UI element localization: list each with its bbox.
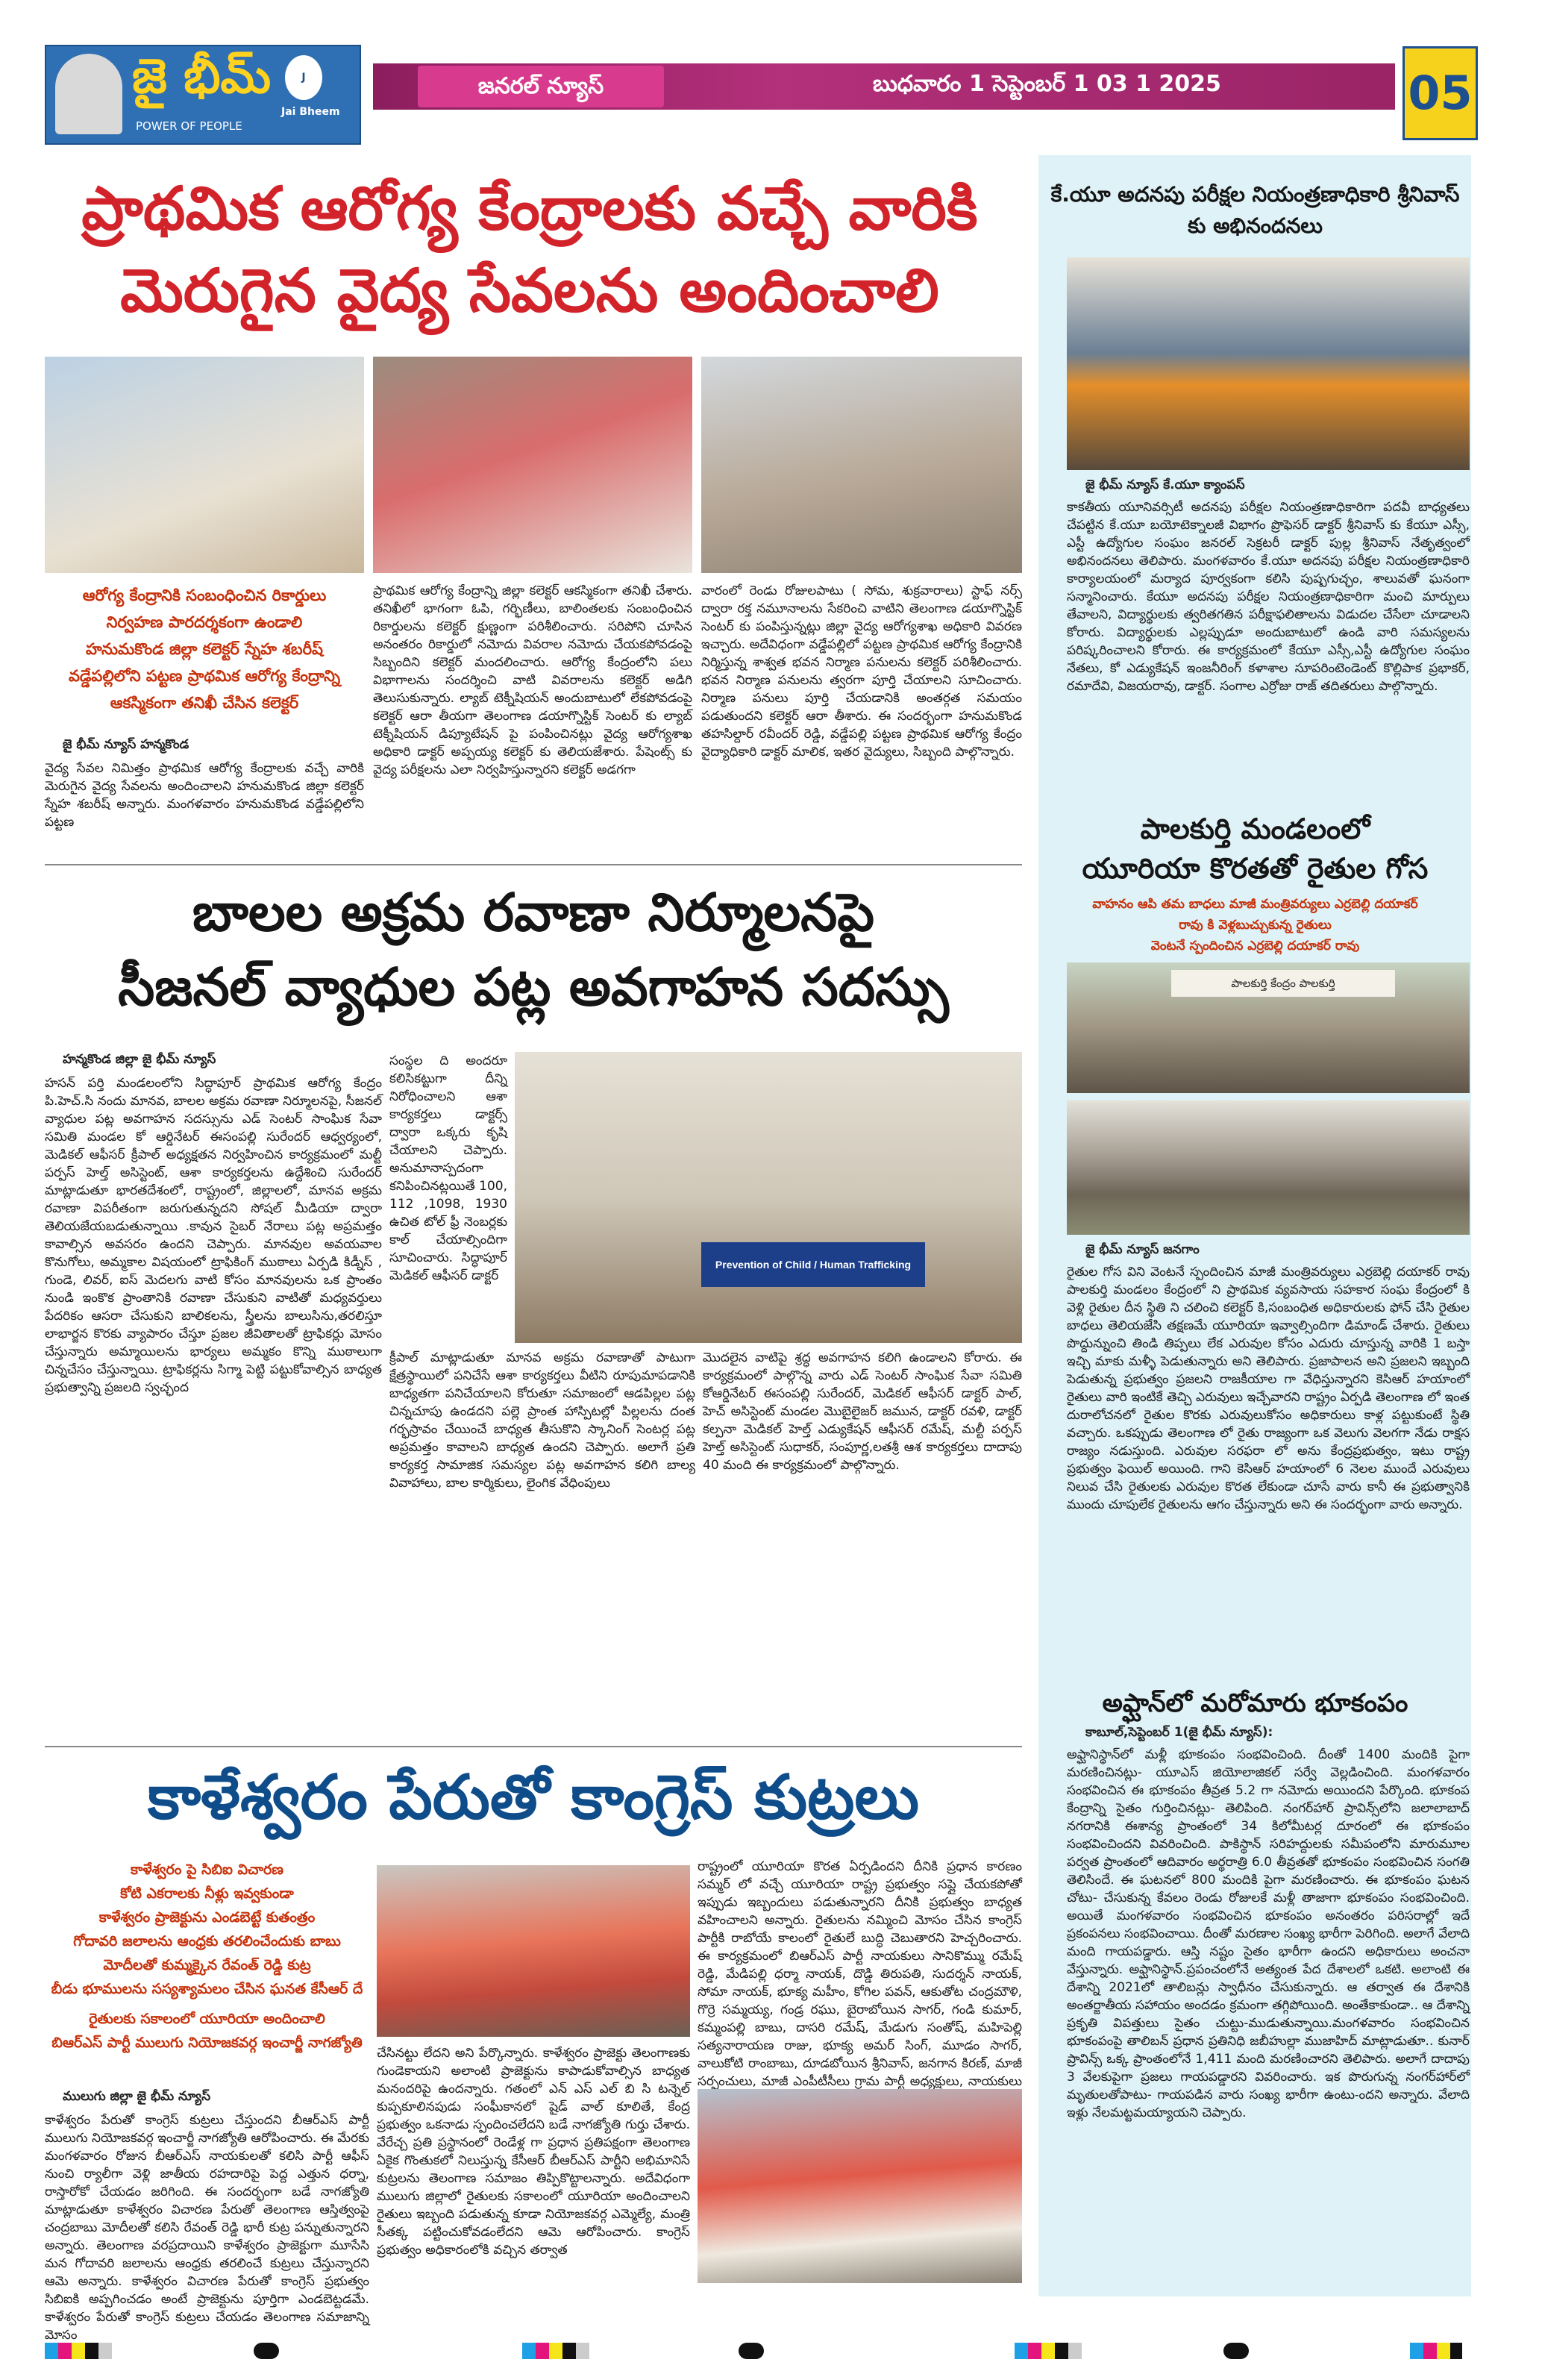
story3-sub-5: మోదీలతో కుమ్మక్కైన రేవంత్ రెడ్డి కుట్ర: [103, 1957, 311, 1973]
story1-sub-3: హనుమకొండ జిల్లా కలెక్టర్ స్నేహ శబరీష్: [85, 640, 324, 658]
story3-col3: రాష్ట్రంలో యూరియా కొరత ఏర్పడిందని దీనికి ప్రధాన కారణం సమ్మర్ లో వచ్చే యూరియా రాష్ట్ర ప్రభుత్వం సప్లై చేయకపోతో ఇప్పుడు ఇబ్బందులు పడుతున్నారని దీనికి ప్రభుత్వం బాధ్యత వహించాలని అన్నారు. రైతులను నమ్మించి మోసం చేసిన కాంగ్రెస్ పార్టీకి రాబోయే కాలంలో రైతులే బుద్ధి చెబుతారని హెచ్చరించారు. ఈ కార్యక్రమంలో బిఆర్ఎస్ పార్టీ నాయకులు సానికొమ్ము రమేష్ రెడ్డి, మేడిపల్లి ధర్మా నాయక్, దొడ్డి తిరుపతి, సుదర్శన్ నాయక్, సోమా నాయక్, భూక్య మహీం, కోగిల పవన్, ఆకుతోట చంద్రమౌళి, గొర్రె సమ్మయ్య, గండ్ర రఘు, బైరాబోయిన సాగర్, గండి కుమార్, కమ్మంపల్లి బాబు, దాసరి రమేష్, మేడుగు సంతోష్, మహిపెల్లి సత్యనారాయణ రాజు, భూక్య అమర్ సింగ్, మూడం సాగర్, వాలుకోటి రాంబాబు, దూడబోయిన శ్రీనివాస్, జనగాన కిరణ్, మాజీ సర్పంచులు, మాజీ ఎంపీటీసీలు గ్రామ పార్టీ అధ్యక్షులు, నాయకులు: [698, 1859, 1022, 2089]
section-label: జనరల్ న్యూస్: [418, 66, 664, 107]
issue-date: బుధవారం 1 సెప్టెంబర్ 1 03 1 2025: [873, 71, 1221, 97]
divider: [45, 1746, 1022, 1747]
right2-sub-2: రావు కి వెళ్లబుచ్చుకున్న రైతులు: [1179, 918, 1332, 933]
right2-headline-line2: యూరియా కొరతతో రైతుల గోస: [1082, 852, 1429, 885]
masthead-logo: [45, 45, 361, 145]
story3-headline: కాళేశ్వరం పేరుతో కాంగ్రెస్ కుట్రలు: [148, 1762, 919, 1833]
story1-sub-2: నిర్వహణ పారదర్శకంగా ఉండాలి: [106, 613, 303, 631]
story1-col3: వారంలో రెండు రోజులపాటు ( సోమ, శుక్రవారాలు) స్టాఫ్ నర్స్ ద్వారా రక్త నమూనాలను సేకరించి వాటిని తెలంగాణ డయాగ్నొస్టిక్ సెంటర్ కు పంపిస్తున్నట్లు జిల్లా వైద్య ఆరోగ్యశాఖ అధికారి వివరణ ఇచ్చారు. అదేవిధంగా వడ్డేపల్లిలో పట్టణ ప్రాథమిక ఆరోగ్య కేంద్రానికి నిర్మిస్తున్న శాశ్వత భవన నిర్మాణ పనులను కలెక్టర్ పరిశీలించారు. భవన నిర్మాణ పనులను త్వరగా పూర్తి చేయాలని సూచించారు. నిర్మాణ పనులు పూర్తి చేయడానికి అంతర్గత సమయం పడుతుందని కలెక్టర్ ఆరా తీశారు. ఈ సందర్భంగా హనుమకొండ తహసిల్దార్ రవీందర్ రెడ్డి, వడ్డేపల్లి పట్టణ ప్రాథమిక ఆరోగ్య కేంద్రం వైద్యాధికారి డాక్టర్ మాలిక, ఇతర వైద్యులు, సిబ్బంది పాల్గొన్నారు.: [701, 583, 1022, 760]
story2-photo: [515, 1052, 1022, 1343]
right1-headline: కే.యూ అదనపు పరీక్షల నియంత్రణాధికారి శ్రీనివాస్ కు అభినందనలు: [1050, 182, 1460, 238]
right3-headline: అఫ్ఘాన్‌లో మరోమారు భూకంపం: [1102, 1688, 1408, 1718]
right2-photo-2: [1067, 1100, 1470, 1235]
color-registration-strip: [45, 2343, 1462, 2359]
story1-sub-5: ఆకస్మికంగా తనిఖీ చేసిన కలెక్టర్: [110, 694, 299, 712]
story3-col2: చేసినట్టు లేదని అని పేర్కొన్నారు. కాళేశ్వరం ప్రాజెక్టు తెలంగాణకు గుండెకాయని అలాంటి ప్రాజెక్టును కాపాడుకోవాల్సిన బాధ్యత మనందరిపై ఉందన్నారు. గతంలో ఎన్ ఎస్ ఎల్ బి సి టన్నెల్ కుప్పకూలినపుడు సంఘీకానలో షైడ్ వాల్ కూలితే, కేంద్ర ప్రభుత్వం ఒకనాడు స్పందించలేదని బడే నాగజ్యోతి గుర్తు చేశారు. వేరేచ్చ ప్రతి ప్రస్థానంలో రెండేళ్ల గా ప్రధాన ప్రతిపక్షంగా తెలంగాణ ఏకైక గొంతుకలో నిలుస్తున్న కేసీఆర్ బీఆర్ఎస్ పార్టీని అభిమానిసే కుట్రలను తెలంగాణ సమాజం తిప్పికొట్టాలన్నారు. అదేవిధంగా ములుగు జిల్లాలో రైతులకు సకాలంలో యూరియా అందించాలని రైతులు ఇబ్బంది పడుతున్న కూడా నియోజకవర్గ ఎమ్మెల్యే, మంత్రి సీతక్క పట్టించుకోవడంలేదని ఆమె ఆరోపించారు. కాంగ్రెస్ ప్రభుత్వం అధికారంలోకి వచ్చిన తర్వాత: [377, 2046, 690, 2258]
story2-col2: సంస్థల ది అందరూ కలిసికట్టుగా దీన్ని నిరోధించాలని ఆశా కార్యకర్తలు డాక్టర్స్ ద్వారా ఒక్కరు కృషి చేయాలని చెప్పారు. అనుమానాస్పదంగా కనిపించినట్లయితే 100, 112 ,1098, 1930 ఉచిత టోల్ ఫ్రీ నెంబర్లకు కాల్ చేయాల్సిందిగా సూచించారు. సిద్ధాపూర్ మెడికల్ ఆఫీసర్ డాక్టర్: [389, 1053, 507, 1283]
right1-photo: [1067, 257, 1470, 470]
trafficking-banner: Prevention of Child / Human Trafficking: [701, 1242, 925, 1287]
story3-sub-6: బీడు భూములను సస్యశ్యామలం చేసిన ఘనత కేసీఆర్ దే: [51, 1981, 363, 1997]
story2-byline: హన్మకొండ జిల్లా జై భీమ్ న్యూస్: [63, 1052, 216, 1067]
story2-col1: హసన్ పర్తి మండలంలోని సిద్ధాపూర్ ప్రాథమిక ఆరోగ్య కేంద్రం పి.హెచ్.సి నందు మానవ, బాలల అక్రమ రవాణా నిర్మూలనపై, సీజనల్ వ్యాధుల పట్ల అవగాహన సదస్సును ఎడ్ సెంటర్ సాంఘిక సేవా సమితి మండల కో ఆర్డినేటర్ ఈసంపల్లి సురేందర్ ఆధ్వర్యంలో, మెడికల్ ఆఫీసర్ క్రీపాల్ అధ్యక్షతన నిర్వహించిన కార్యక్రమంలో మల్టీ పర్పస్ హెల్త్ అసిస్టెంట్, ఆశా కార్యకర్తలను ఉద్దేశించి సురేందర్ మాట్లాడుతూ భారతదేశంలో, రాష్ట్రంలో, జిల్లాలలో, మానవ అక్రమ రవాణా విపరీతంగా జరుగుతున్నదని సోషల్ మీడియా ద్వారా తెలియజేయబడుతున్నాయి .కావున సైబర్ నేరాలు పట్ల అప్రమత్తం కావాల్సిన అవసరం ఉందని చెప్పారు. మానవుల అవయవాల కొనుగోలు, అమ్మకాల విషయంలో ట్రాఫికింగ్ ముఠాలు ఏర్పడి కిడ్నీస్ , గుండె, లివర్, ఐస్ మెదలగు వాటి కోసం మానవులను ఒక ప్రాంతం నుండి ఇంకొక ప్రాంతానికి రవాణా చేసుకుని వాటితో మధ్యవర్తులు పేదరికం ఆసరా చేసుకుని బాలికలను, స్త్రీలను బాలుసిను,తరలిస్తూ లాభార్జన కొరకు వ్యాపారం చేస్తూ ప్రజల జీవితాలతో ట్రాఫికర్లు మోసం చేస్తున్నారు అమ్మాయిలను భార్యలు అమ్మకం కొన్ని ముఠాలుగా చిన్నచేసం చేస్తున్నాయి. ట్రాఫికర్లను సిగ్మా పెట్టి పట్టుకోవాల్సిన బాధ్యత ప్రభుత్వాన్ని ప్రజలది స్వచ్ఛంద: [45, 1076, 382, 1395]
logo-name: Jai Bheem: [281, 106, 340, 118]
story1-headline-line2: మెరుగైన వైద్య సేవలను అందించాలి: [120, 256, 939, 325]
story1-col2: ప్రాథమిక ఆరోగ్య కేంద్రాన్ని జిల్లా కలెక్టర్ ఆకస్మికంగా తనిఖీ చేశారు. తనిఖీలో భాగంగా ఓపి, గర్భిణీలు, బాలింతలకు సంబంధించిన రికార్డులను కలెక్టర్ క్షుణ్ణంగా పరిశీలించారు. సరిపోని చూసిన అనంతరం రికార్డులో నమోదు వివరాల నమోదు చేయకపోవడంపై సిబ్బందిని కలెక్టర్ మందలించారు. ఆరోగ్య కేంద్రంలోని పలు విభాగాలను సందర్శించి వాటి వివరాలను కలెక్టర్ అడిగి తెలుసుకున్నారు. ల్యాబ్ టెక్నీషియన్ అందుబాటులో లేకపోవడంపై కలెక్టర్ ఆరా తీయగా తెలంగాణ డయాగ్నొస్టిక్ సెంటర్ కు ల్యాబ్ టెక్నీషియన్ డిప్యూటేషన్ పై పంపించినట్లు వైద్య ఆరోగ్యశాఖ అధికారి డాక్టర్ అప్పయ్య కలెక్టర్ కు తెలియజేశారు. పేషెంట్స్ కు వైద్య పరీక్షలను ఎలా నిర్వహిస్తున్నారని కలెక్టర్ అడగగా: [373, 583, 692, 777]
story1-headline-line1: ప్రాథమిక ఆరోగ్య కేంద్రాలకు వచ్చే వారికి: [81, 174, 978, 243]
right1-byline: జై భీమ్ న్యూస్ కే.యూ క్యాంపస్: [1085, 477, 1245, 492]
story2-headline-line2: సీజనల్ వ్యాధుల పట్ల అవగాహన సదస్సు: [118, 956, 949, 1018]
story3-col1: కాళేశ్వరం పేరుతో కాంగ్రెస్ కుట్రలు చేస్తుందని బీఆర్ఎస్ పార్టీ ములుగు నియోజకవర్గ ఇంచార్జీ నాగజ్యోతి ఆరోపించారు. ఈ మేరకు మంగళవారం రోజున బీఆర్ఎస్ నాయకులతో కలిసి పార్టీ ఆఫీస్ నుంచి ర్యాలీగా వెళ్లి జాతీయ రహదారిపై పెద్ద ఎత్తున ధర్నా, రాస్తారోకో చేయడం జరిగింది. ఈ సందర్భంగా బడే నాగజ్యోతి మాట్లాడుతూ కాళేశ్వరం విచారణ పేరుతో తెలంగాణ ఆస్తిత్వంపై చంద్రబాబు మోదీలతో కలిసి రేవంత్ రెడ్డి భారీ కుట్ర పన్నుతున్నారని అన్నారు. తెలంగాణ వరప్రదాయిని కాళేశ్వరం ప్రాజెక్టుగా మూసేసి మన గోదావరి జలాలను ఆంధ్రకు తరలించే కుట్రలు చేస్తున్నారని ఆమె అన్నారు. కాళేశ్వరం విచారణ పేరుతో కాంగ్రెస్ ప్రభుత్వం సిబిఐకి అప్పగించడం అంటే ప్రాజెక్టును పూర్తిగా ఎండబెట్టడమే. కాళేశ్వరం పేరుతో కాంగ్రెస్ కుట్రలు చేయడం తెలంగాణ సమాజాన్ని మోసం: [45, 2113, 369, 2343]
right2-photo-1: [1067, 962, 1470, 1093]
portrait-image: [55, 54, 122, 134]
right2-subheads: [1048, 894, 1462, 956]
right2-byline: జై భీమ్ న్యూస్ జనగాం: [1085, 1242, 1200, 1257]
story3-byline: ములుగు జిల్లా జై భీమ్ న్యూస్: [63, 2089, 211, 2104]
story3-sub-4: గోదావరి జలాలను ఆంధ్రకు తరలించేందుకు బాబు: [73, 1933, 341, 1950]
story3-photo-2: [698, 2089, 1022, 2283]
right2-headline-line1: పాలకుర్తి మండలంలో: [1140, 812, 1370, 845]
right2-sub-1: వాహనం ఆపి తమ బాధలు మాజీ మంత్రివర్యులు ఎర్రబెల్లి దయాకర్: [1092, 897, 1418, 912]
jai-bheem-emblem: J: [285, 55, 322, 100]
story3-sub-7: రైతులకు సకాలంలో యూరియా అందించాలి: [89, 2011, 325, 2027]
right2-body: రైతుల గోస విని వెంటనే స్పందించిన మాజీ మంత్రివర్యులు ఎర్రబెల్లి దయాకర్ రావు పాలకుర్తి మండలం కేంద్రంలో ని ప్రాథమిక వ్యవసాయ సహకార సంఘ కేంద్రంలో కి వెళ్లి రైతుల దీన స్థితి ని చలించి కలెక్టర్ కి,సంబంధిత అధికారులకు ఫోన్ చేసి రైతుల బాధలు తెలియజేసి తక్షణమే యూరియా ఇవ్వాల్సిందిగా డిమాండ్ చేశారు. రైతులు పొద్దున్నుంచి తిండి తిప్పలు లేక ఎరువుల కోసం ఎదురు చూస్తున్న వారికి 1 బస్తా ఇచ్చి మాకు మళ్ళీ పెడుతున్నారు అని తెలిపారు. ప్రజాపాలన అని ప్రజలని ఇబ్బంది పెడుతున్న ప్రభుత్వం ప్రజలని రాజకీయాల గా వేధిస్తున్నారని కెసిఆర్ హయాంలో రైతులు వారి ఇంటికే తెచ్చి ఎరువులు ఇచ్చేవారని రాష్ట్రం ఏర్పడి తెలంగాణ లో ఇంత దురాలోచనలో రైతుల కొరకు ఎరువులుకోసం అధికారులు కాళ్ల పట్టుకుంటే స్థితి వచ్చారు. ఒకప్పుడు తెలంగాణ లో రైతు రాజ్యంగా ఒక వెలుగు వెలగగా నేడు రాక్షస రాజ్యం నడుస్తుంది. ఎరువుల సరఫరా లో అను కేంద్రప్రభుత్వం, ఇటు రాష్ట్ర ప్రభుత్వం ఫెయిల్ అయింది. గాని కెసిఆర్ హయాంలో 6 నెలల ముందే ఎరువులు నిలువ చేసి రైతులకు ఎరువుల కొరత లేకుండా చూసే వారు కానీ ఈ ప్రభుత్వానికి ముందు చూపులేక రైతులను ఆగం చేస్తున్నారు అని ఈ సందర్భంగా వారు అన్నారు.: [1067, 1265, 1470, 1512]
story3-sub-2: కోటి ఎకరాలకు నీళ్లు ఇవ్వకుండా: [120, 1885, 294, 1902]
story3-photo-1: [377, 1865, 690, 2037]
story2-col2b: క్రీపాల్ మాట్లాడుతూ మానవ అక్రమ రవాణాతో పాటుగా క్షేత్రస్థాయిలో పనిచేసే ఆశా కార్యకర్తలు వీటిని రూపుమాపడానికి బాధ్యతగా పనిచేయాలని కోరుతూ సమాజంలో ఆడపిల్లల పట్ల చిన్నచూపు ఉండదని పల్లె ప్రాంత హాస్పిటల్లో పిల్లలను దంత గర్భస్రావం చేయించే బాధ్యత తీసుకొని స్కానింగ్ సెంటర్ల పట్ల అప్రమత్తం కావాలని బాధ్యత ఉందని చెప్పారు. అలాగే ప్రతి కార్యకర్త సామాజిక సమస్యల పట్ల అవగాహన కలిగి బాల్య వివాహాలు, బాల కార్మికులు, లైంగిక వేధింపులు: [389, 1350, 695, 1491]
story1-sub-1: ఆరోగ్య కేంద్రానికి సంబంధించిన రికార్డులు: [82, 586, 327, 604]
story3-sub-8: బిఆర్ఎస్ పార్టీ ములుగు నియోజకవర్గ ఇంచార్జీ నాగజ్యోతి: [51, 2035, 363, 2051]
story1-sub-4: వడ్డేపల్లిలోని పట్టణ ప్రాథమిక ఆరోగ్య కేంద్రాన్ని: [68, 667, 341, 685]
story1-photo-3: [701, 357, 1022, 573]
story3-sub-3: కాళేశ్వరం ప్రాజెక్టును ఎండబెట్టే కుతంత్రం: [98, 1909, 316, 1926]
divider: [45, 864, 1022, 865]
brand-tagline: POWER OF PEOPLE: [136, 119, 242, 133]
story1-subheads: [45, 582, 364, 716]
building-sign: పాలకుర్తి కేంద్రం పాలకుర్తి: [1171, 970, 1395, 997]
story1-photo-1: [45, 357, 364, 573]
right3-byline: కాబూల్,సెప్టెంబర్ 1(జై భీమ్ న్యూస్):: [1085, 1725, 1273, 1740]
story2-col3: మొదలైన వాటిపై శ్రద్ధ అవగాహన కలిగి ఉండాలని కోరారు. ఈ కార్యక్రమంలో పాల్గొన్న వారు ఎడ్ సెంటర్ సాంఘిక సేవా సమితి కోఆర్డినేటర్ ఈసంపల్లి సురేందర్, మెడికల్ ఆఫీసర్ డాక్టర్ పాల్, హెచ్ అసిస్టెంట్ మండల మొబైలైజర్ జమున, డాక్టర్ రవళి, డాక్టర్ కల్పనా మెడికల్ హెల్త్ ఎడ్యుకేషన్ ఆఫీసర్ రమేష్, మల్టీ పర్పస్ హెల్త్ అసిస్టెంట్ సుధాకర్, సంపూర్ణ,లతశ్రీ ఆశ కార్యకర్తలు దాదాపు 40 మంది ఈ కార్యక్రమంలో పాల్గొన్నారు.: [703, 1350, 1022, 1473]
story3-sub-1: కాళేశ్వరం పై సిబిఐ విచారణ: [131, 1861, 283, 1878]
story1-byline: జై భీమ్ న్యూస్ హన్మకొండ: [63, 737, 189, 752]
brand-title: జై భీమ్: [132, 49, 272, 104]
right1-body: కాకతీయ యూనివర్సిటీ అదనపు పరీక్షల నియంత్రణాధికారిగా పదవీ బాధ్యతలు చేపట్టిన కే.యూ బయోటెక్నాలజీ విభాగం ప్రొఫెసర్ డాక్టర్ శ్రీనివాస్ కు కేయూ ఎస్సీ, ఎస్టీ ఉద్యోగుల సంఘం జనరల్ సెక్రటరీ డాక్టర్ పుల్ల శ్రీనివాస్ నేతృత్వంలో అభినందనలు తెలిపారు. మంగళవారం కే.యూ అదనపు పరీక్షల నియంత్రణాధికారి కార్యాలయంలో మర్యాద పూర్వకంగా కలిసి పుష్పగుచ్ఛం, శాలువతో ఘనంగా సన్మానించారు. కేయూ అదనపు పరీక్షల నియంత్రణాధికారిగా మంచి మార్పులు తేవాలని, విద్యార్థులకు త్వరితగతిన పరీక్షాఫలితాలను విడుదల చేసేలా చూడాలని కోరారు. విద్యార్థులకు ఎల్లప్పుడూ అందుబాటులో ఉండి వారి సమస్యలను పరిష్కరించాలని కోరారు. ఈ కార్యక్రమంలో కేయూ ఎస్సీ,ఎస్టీ ఉద్యోగుల సంఘం నేతలు, కో ఎడ్యుకేషన్ ఇంజనీరింగ్ కళాశాల సూపరింటెండెంట్ కొల్లిపాక ప్రభాకర్, రమాదేవి, విజయరావు, డాక్టర్. సంగాల ఎర్రోజు రాజ్ తదితరులు పాల్గొన్నారు.: [1067, 500, 1470, 694]
story1-photo-2: [373, 357, 692, 573]
right3-body: అఫ్ఘానిస్థాన్‌లో మళ్లీ భూకంపం సంభవించింది. దీంతో 1400 మందికి పైగా మరణించినట్లు- యూఎస్ జియోలాజికల్ సర్వే వెల్లడించింది. మంగళవారం సంభవించిన ఈ భూకంపం తీవ్రత 5.2 గా నమోదు అయిందని పేర్కొంది. భూకంప కేంద్రాన్ని సైతం గుర్తించినట్లు- తెలిపింది. నంగర్‌హార్ ప్రావిన్స్‌లోని జలాలాబాద్ నగరానికి ఈశాన్య ప్రాంతంలో 34 కిలోమీటర్ల దూరంలో ఈ భూకంపం సంభవించిందని వివరించింది. పాకిస్థాన్ సరిహద్దులకు సమీపంలోని మారుమూల పర్వత ప్రాంతంలో ఆదివారం అర్థరాత్రి 6.0 తీవ్రతతో భూకంపం సంభవించిన సంగతి తెలిసిందే. ఈ ఘటనలో 800 మందికి పైగా మరణించారు. ఈ భూకంపం ఘటన చోటు- చేసుకున్న కేవలం రెండు రోజులకే మళ్లీ తాజాగా భూకంపం సంభవించింది. అయితే మంగళవారం సంభవించిన భూకంపం అనంతరం పరిసరాల్లో ఇదే ప్రకంపనలు సంభవించాయి. దీంతో మరణాల సంఖ్య భారీగా పెరిగింది. అలాగే వేలాది మంది గాయపడ్డారు. ఆస్తి నష్టం సైతం భారీగా ఉందని అధికారులు అంచనా వేస్తున్నారు. అఫ్ఘానిస్థాన్‌.ప్రపంచంలోనే అత్యంత పేద దేశాలలో ఒకటి. అలాంటి ఈ దేశాన్ని 2021లో తాలిబన్లు స్వాధీనం చేసుకున్నారు. ఆ తర్వాత ఈ దేశానికి అంతర్జాతీయ సహాయం అందడం క్రమంగా తగ్గిపోయింది. అంతేకాకుండా.. ఆ దేశాన్ని ప్రకృతి విపత్తులు సైతం చుట్టు-ముడుతున్నాయి.మంగళవారం సంభవించిన భూకంపంపై తాలిబన్ ప్రధాన ప్రతినిధి జబీహుల్లా ముజాహిద్ మాట్లాడుతూ.. కునార్ ప్రావిన్స్ ఒక్క ప్రాంతంలోనే 1,411 మంది మరణించారని తెలిపారు. అలాగే దాదాపు 3 వేలకుపైగా ప్రజలు గాయపడ్డారని వివరించారు. ఇక పొరుగున్న నంగర్‌హార్‌లో మృతులతోపాటు- గాయపడిన వారు సంఖ్య భారీగా ఉంటు-ందని అన్నారు. వేలాది ఇళ్లు నేలమట్టమయ్యాయని చెప్పారు.: [1067, 1747, 1470, 2120]
page-number-badge: 05: [1402, 46, 1478, 140]
story2-headline-line1: బాలల అక్రమ రవాణా నిర్మూలనపై: [192, 882, 875, 943]
story3-subheads: [45, 1858, 369, 2055]
right2-sub-3: వెంటనే స్పందించిన ఎర్రబెల్లి దయాకర్ రావు: [1150, 939, 1360, 953]
story1-col1: వైద్య సేవల నిమిత్తం ప్రాథమిక ఆరోగ్య కేంద్రాలకు వచ్చే వారికి మెరుగైన వైద్య సేవలను అందించాలని హనుమకొండ జిల్లా కలెక్టర్ స్నేహ శబరీష్ అన్నారు. మంగళవారం హనుమకొండ వడ్డేపల్లిలోని పట్టణ: [45, 761, 364, 830]
